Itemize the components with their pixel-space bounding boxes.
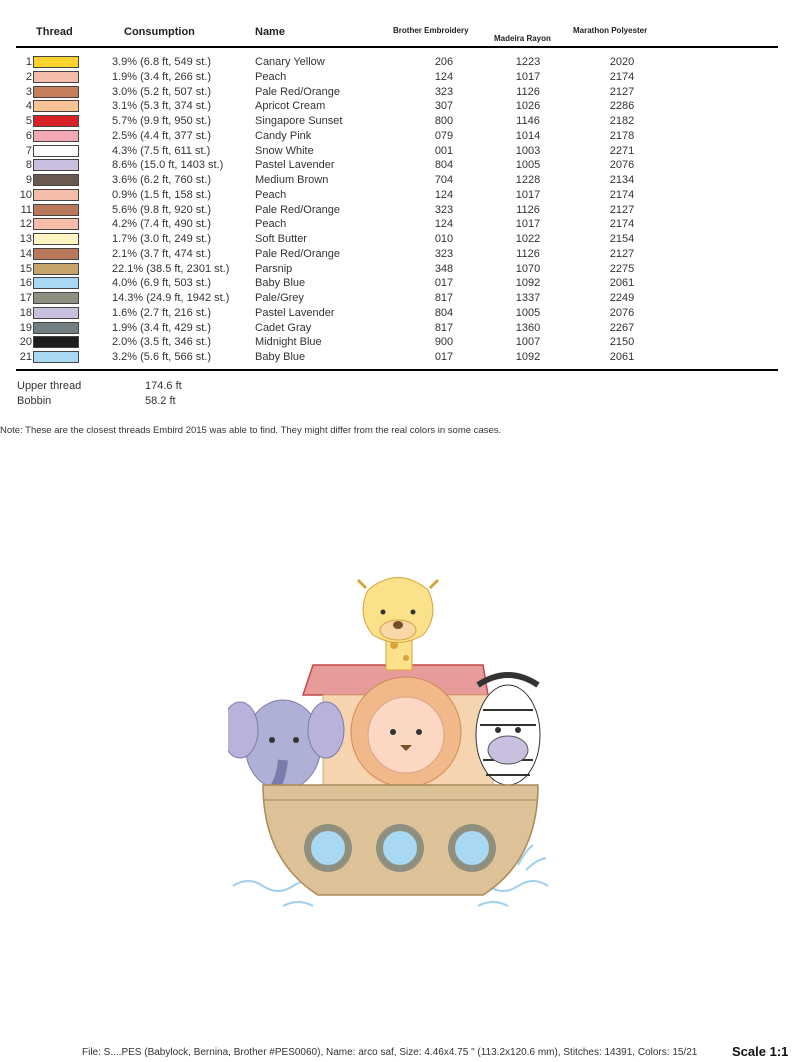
thread-row [0,70,794,84]
thread-name-cell: Peach [255,218,287,231]
thread-name-cell: Soft Butter [255,233,307,245]
thread-number: 13 [19,233,32,245]
thread-number: 16 [19,277,32,290]
portholes [304,824,496,872]
consumption-cell: 2.1% (3.7 ft, 474 st.) [112,247,212,260]
madeira-code-cell: 1223 [515,56,541,68]
thread-row [0,247,794,261]
consumption-cell: 22.1% (38.5 ft, 2301 st.) [112,262,230,275]
color-swatch [33,277,79,289]
thread-row [0,350,794,364]
thread-name-cell: Singapore Sunset [255,115,343,127]
thread-name-cell: Medium Brown [255,174,329,186]
thread-name-cell: Candy Pink [255,129,312,142]
marathon-code-cell: 2275 [609,262,635,275]
thread-row [0,85,794,99]
madeira-code-cell: 1017 [515,188,541,201]
thread-name-cell: Pastel Lavender [255,306,335,319]
thread-row [0,99,794,113]
consumption-cell: 0.9% (1.5 ft, 158 st.) [112,188,212,201]
thread-name-cell: Apricot Cream [255,100,326,113]
marathon-code-cell: 2182 [609,115,635,127]
color-swatch [33,174,79,186]
brother-code-cell: 206 [434,56,454,68]
brother-code-cell: 124 [434,218,454,231]
madeira-code-cell: 1228 [515,174,541,186]
consumption-cell: 2.0% (3.5 ft, 346 st.) [112,336,212,349]
thread-number: 9 [25,174,32,186]
brother-code-cell: 010 [434,233,454,245]
color-swatch [33,145,79,157]
thread-row [0,335,794,349]
marathon-code-cell: 2178 [609,129,635,142]
consumption-cell: 1.9% (3.4 ft, 266 st.) [112,70,212,83]
thread-number: 12 [19,218,32,231]
madeira-code-cell: 1092 [515,351,541,363]
color-swatch [33,218,79,230]
consumption-cell: 4.3% (7.5 ft, 611 st.) [112,144,211,157]
consumption-cell: 1.6% (2.7 ft, 216 st.) [112,306,212,319]
marathon-code-cell: 2076 [609,306,635,319]
embroidery-design-preview [228,560,573,920]
color-swatch [33,100,79,112]
thread-row [0,306,794,320]
thread-row [0,321,794,335]
thread-number: 10 [19,188,32,201]
thread-name-cell: Baby Blue [255,277,306,290]
brother-code-cell: 124 [434,188,454,201]
madeira-code-cell: 1126 [516,203,540,216]
consumption-cell: 1.7% (3.0 ft, 249 st.) [112,233,212,245]
thread-row [0,55,794,69]
thread-number: 11 [20,203,32,216]
color-swatch [33,322,79,334]
header-rule [16,46,778,48]
thread-name-cell: Snow White [255,144,314,157]
thread-name-cell: Baby Blue [255,351,306,363]
consumption-cell: 2.5% (4.4 ft, 377 st.) [112,129,212,142]
file-info-footer: File: S....PES (Babylock, Bernina, Brother #PES0060), Name: arco saf, Size: 4.46x4.75 " (113.2x120.6 mm), Stitches: 14391, Colors: 15/21 [82,1047,698,1058]
marathon-code-cell: 2174 [609,188,635,201]
color-swatch [33,204,79,216]
color-swatch [33,159,79,171]
consumption-cell: 1.9% (3.4 ft, 429 st.) [112,321,212,334]
thread-name-cell: Pale/Grey [255,292,304,304]
thread-number: 2 [25,70,32,83]
footer-rule [16,369,778,371]
thread-number: 20 [19,336,32,349]
madeira-code-cell: 1003 [515,144,541,157]
color-swatch [33,130,79,142]
brother-code-cell: 817 [434,292,454,304]
bobbin-value: 58.2 ft [145,395,176,407]
color-swatch [33,115,79,127]
madeira-code-cell: 1026 [515,100,541,113]
brother-code-cell: 323 [434,203,454,216]
thread-number: 3 [25,85,32,98]
marathon-code-cell: 2249 [609,292,635,304]
thread-name-cell: Cadet Gray [255,321,312,334]
brother-code-cell: 800 [434,115,454,127]
thread-number: 19 [19,321,32,334]
thread-row [0,173,794,187]
marathon-code-cell: 2127 [609,203,635,216]
madeira-code-cell: 1070 [515,262,541,275]
upper-thread-value: 174.6 ft [145,380,182,392]
color-swatch [33,248,79,260]
brother-code-cell: 079 [434,129,454,142]
thread-name-cell: Pale Red/Orange [255,85,340,98]
brother-code-cell: 804 [434,159,454,172]
thread-number: 8 [25,159,32,172]
madeira-code-cell: 1017 [515,218,541,231]
consumption-cell: 4.2% (7.4 ft, 490 st.) [112,218,212,231]
madeira-code-cell: 1146 [516,115,540,127]
thread-name-cell: Canary Yellow [255,56,325,68]
consumption-cell: 8.6% (15.0 ft, 1403 st.) [112,159,224,172]
header-thread: Thread [36,26,73,38]
header-marathon: Marathon Polyester [573,26,648,35]
thread-row [0,188,794,202]
thread-row [0,232,794,246]
madeira-code-cell: 1017 [515,70,541,83]
brother-code-cell: 017 [434,351,454,363]
marathon-code-cell: 2271 [609,144,635,157]
color-swatch [33,233,79,245]
giraffe [358,578,438,671]
consumption-cell: 3.6% (6.2 ft, 760 st.) [112,174,212,186]
consumption-cell: 3.1% (5.3 ft, 374 st.) [112,100,212,113]
thread-name-cell: Parsnip [255,262,293,275]
color-swatch [33,263,79,275]
consumption-cell: 3.9% (6.8 ft, 549 st.) [112,56,212,68]
madeira-code-cell: 1126 [516,247,540,260]
marathon-code-cell: 2267 [609,321,635,334]
thread-number: 18 [19,306,32,319]
marathon-code-cell: 2174 [609,218,635,231]
madeira-code-cell: 1005 [515,159,541,172]
thread-row [0,262,794,276]
thread-row [0,291,794,305]
thread-row [0,144,794,158]
thread-row [0,158,794,172]
marathon-code-cell: 2134 [609,174,635,186]
madeira-code-cell: 1126 [516,85,540,98]
thread-number: 5 [25,115,32,127]
lion [351,677,461,787]
color-swatch [33,307,79,319]
marathon-code-cell: 2020 [609,56,635,68]
header-brother: Brother Embroidery [393,26,469,35]
madeira-code-cell: 1092 [515,277,541,290]
brother-code-cell: 704 [434,174,454,186]
header-name: Name [255,26,285,38]
thread-name-cell: Peach [255,70,287,83]
thread-row [0,276,794,290]
color-swatch [33,86,79,98]
marathon-code-cell: 2061 [609,351,635,363]
thread-row [0,114,794,128]
thread-number: 17 [19,292,32,304]
thread-name-cell: Pale Red/Orange [255,203,340,216]
thread-name-cell: Pale Red/Orange [255,247,340,260]
thread-name-cell: Pastel Lavender [255,159,335,172]
color-swatch [33,71,79,83]
madeira-code-cell: 1005 [515,306,541,319]
color-swatch [33,351,79,363]
bobbin-label: Bobbin [17,395,52,407]
brother-code-cell: 817 [434,321,454,334]
marathon-code-cell: 2286 [609,100,635,113]
madeira-code-cell: 1007 [515,336,541,349]
consumption-cell: 4.0% (6.9 ft, 503 st.) [112,277,212,290]
consumption-cell: 14.3% (24.9 ft, 1942 st.) [112,292,230,304]
marathon-code-cell: 2061 [609,277,635,290]
thread-number: 4 [25,100,32,113]
brother-code-cell: 017 [434,277,454,290]
thread-number: 14 [19,247,32,260]
thread-number: 1 [25,56,32,68]
madeira-code-cell: 1360 [515,321,541,334]
brother-code-cell: 124 [434,70,454,83]
consumption-cell: 5.6% (9.8 ft, 920 st.) [112,203,212,216]
thread-number: 21 [19,351,32,363]
thread-number: 7 [25,144,32,157]
marathon-code-cell: 2174 [609,70,635,83]
color-swatch [33,336,79,348]
thread-number: 6 [25,129,32,142]
madeira-code-cell: 1014 [515,129,541,142]
brother-code-cell: 323 [434,85,454,98]
thread-name-cell: Peach [255,188,287,201]
marathon-code-cell: 2150 [609,336,635,349]
brother-code-cell: 348 [434,262,454,275]
consumption-cell: 3.0% (5.2 ft, 507 st.) [112,85,212,98]
brother-code-cell: 323 [434,247,454,260]
marathon-code-cell: 2076 [609,159,635,172]
upper-thread-label: Upper thread [17,380,82,392]
consumption-cell: 3.2% (5.6 ft, 566 st.) [112,351,212,363]
note-text: Note: These are the closest threads Embird 2015 was able to find. They might differ from the real colors in some cases. [0,425,502,436]
thread-row [0,217,794,231]
thread-row [0,203,794,217]
header-madeira: Madeira Rayon [494,34,551,43]
brother-code-cell: 307 [434,100,454,113]
color-swatch [33,292,79,304]
madeira-code-cell: 1022 [515,233,541,245]
brother-code-cell: 804 [434,306,454,319]
thread-row [0,129,794,143]
header-consumption: Consumption [124,26,195,38]
marathon-code-cell: 2154 [609,233,635,245]
color-swatch [33,56,79,68]
consumption-cell: 5.7% (9.9 ft, 950 st.) [112,115,212,127]
madeira-code-cell: 1337 [515,292,541,304]
thread-number: 15 [19,262,32,275]
brother-code-cell: 001 [434,144,454,157]
brother-code-cell: 900 [434,336,454,349]
marathon-code-cell: 2127 [609,247,635,260]
thread-name-cell: Midnight Blue [255,336,322,349]
scale-label: Scale 1:1 [732,1044,789,1059]
color-swatch [33,189,79,201]
marathon-code-cell: 2127 [609,85,635,98]
